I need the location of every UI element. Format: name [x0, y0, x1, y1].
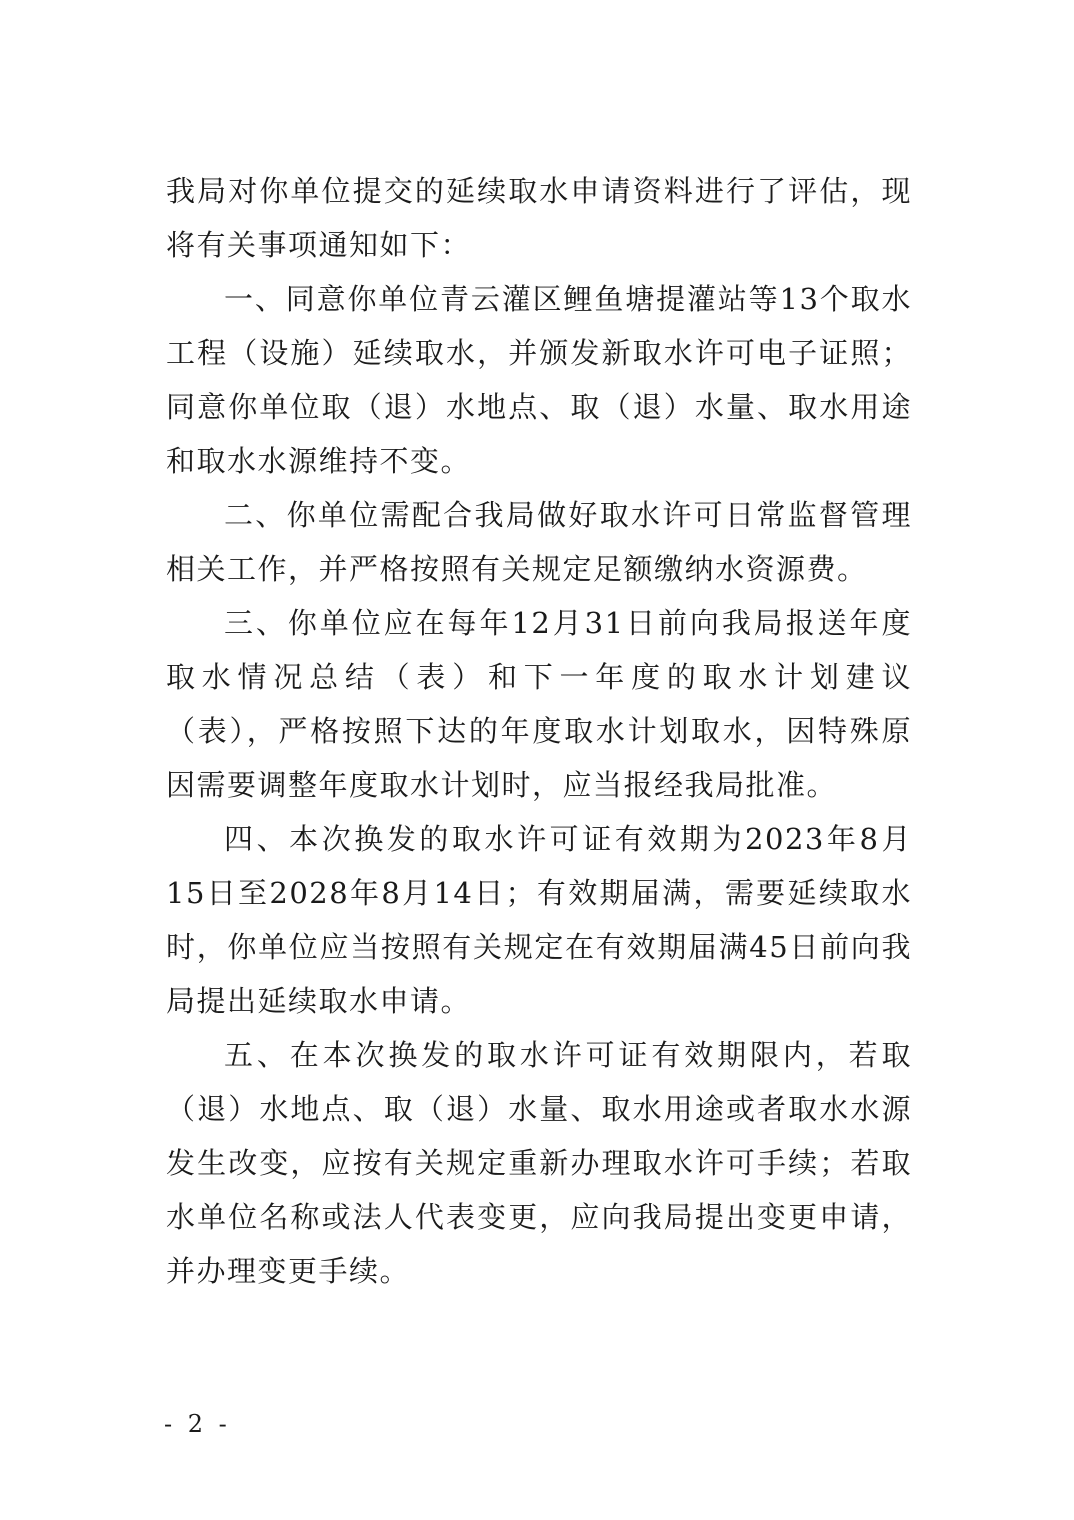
paragraph-item-5: 五、在本次换发的取水许可证有效期限内，若取（退）水地点、取（退）水量、取水用途或者取水水源发生改变，应按有关规定重新办理取水许可手续；若取水单位名称或法人代表变更，应向我局提出变更申请，并办理变更手续。 — [166, 1038, 912, 1288]
paragraph-item-1: 一、同意你单位青云灌区鲤鱼塘提灌站等13个取水工程（设施）延续取水，并颁发新取水许可电子证照；同意你单位取（退）水地点、取（退）水量、取水用途和取水水源维持不变。 — [166, 282, 912, 478]
paragraph-item-3: 三、你单位应在每年12月31日前向我局报送年度取水情况总结（表）和下一年度的取水计划建议（表），严格按照下达的年度取水计划取水，因特殊原因需要调整年度取水计划时，应当报经我局批准。 — [166, 606, 912, 802]
paragraph-intro: 我局对你单位提交的延续取水申请资料进行了评估，现将有关事项通知如下： — [166, 174, 912, 262]
paragraph-item-2: 二、你单位需配合我局做好取水许可日常监督管理相关工作，并严格按照有关规定足额缴纳水资源费。 — [166, 498, 912, 586]
paragraph-item-4: 四、本次换发的取水许可证有效期为2023年8月15日至2028年8月14日；有效期届满，需要延续取水时，你单位应当按照有关规定在有效期届满45日前向我局提出延续取水申请。 — [166, 822, 912, 1018]
page-number: - 2 - — [164, 1410, 231, 1438]
document-body — [166, 164, 912, 1298]
